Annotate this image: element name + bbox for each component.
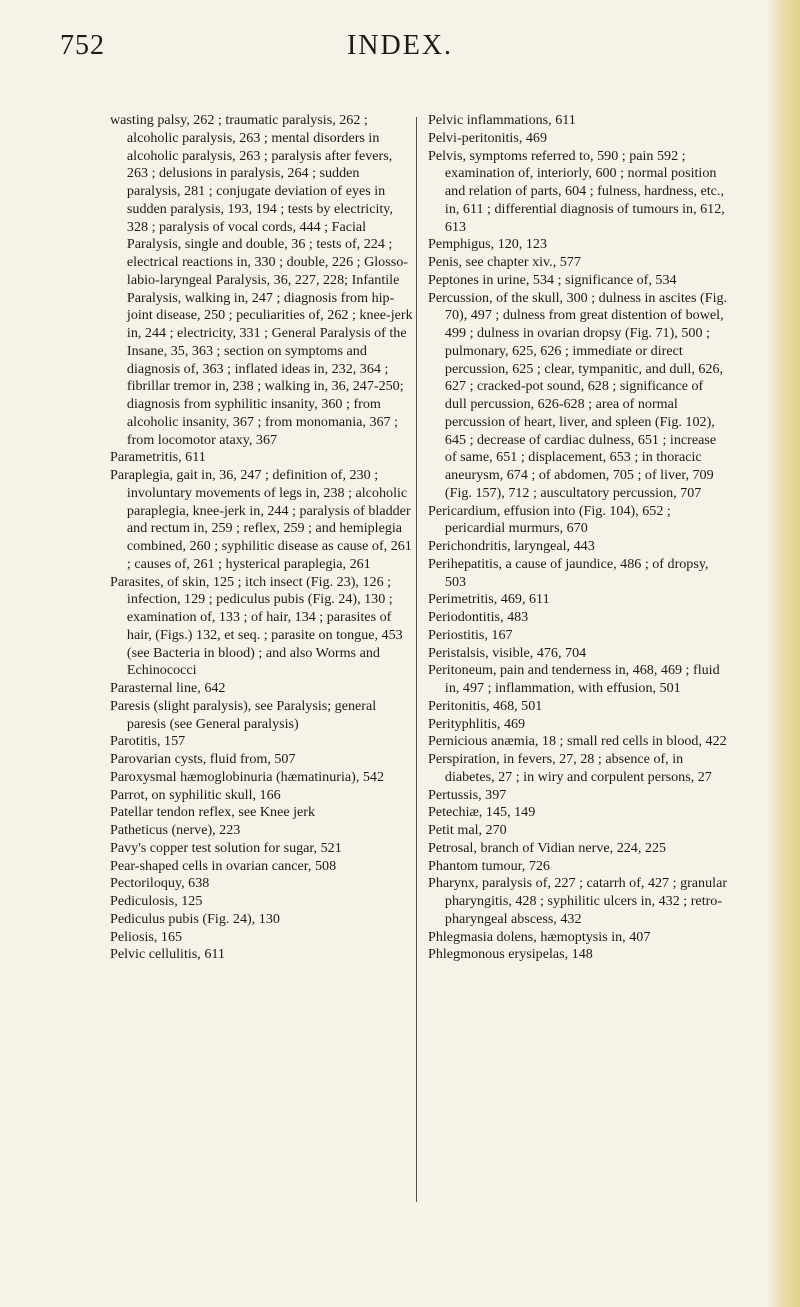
index-column-right xyxy=(428,112,728,964)
index-entry: Perihepatitis, a cause of jaundice, 486 ; of dropsy, 503 xyxy=(428,555,709,590)
index-entry: Patheticus (nerve), 223 xyxy=(110,822,241,838)
index-entry: Pelvi-peritonitis, 469 xyxy=(428,129,548,146)
index-entry: Phlegmonous erysipelas, 148 xyxy=(428,946,593,963)
page-header xyxy=(60,30,740,70)
column-divider xyxy=(416,117,417,1202)
index-entry: Pernicious anæmia, 18 ; small red cells in blood, 422 xyxy=(428,733,727,750)
index-entry: Pediculosis, 125 xyxy=(110,893,203,909)
index-column-left xyxy=(110,112,413,964)
index-entry: Pemphigus, 120, 123 xyxy=(428,236,548,253)
index-entry: Parametritis, 611 xyxy=(110,449,206,466)
index-entry: Petit mal, 270 xyxy=(428,822,507,838)
index-entry: Parrot, on syphilitic skull, 166 xyxy=(110,786,281,803)
index-entry: Perichondritis, laryngeal, 443 xyxy=(428,538,595,554)
index-entry: wasting palsy, 262 ; traumatic paralysis, 262 ; alcoholic paralysis, 263 ; mental disorders in alcoholic paralysis, 263 ; paralysis after fevers, 263 ; delusions in paralysis, 264 ; sudden paralysis, 281 ; conjugate deviation of eyes in sudden paralysis, 193, 194 ; tests by electricity, 328 ; paralysis of vocal cords, 444 ; Facial Paralysis, single and double, 36 ; tests of, 224 ; electrical reactions in, 330 ; double, 226 ; Glosso-labio-laryngeal Paralysis, 36, 227, 228; Infantile Paralysis, walking in, 247 ; diagnosis from hip-joint disease, 250 ; peculiarities of, 262 ; knee-jerk in, 244 ; electricity, 331 ; General Paralysis of the Insane, 35, 363 ; section on symptoms and diagnosis of, 363 ; inflated ideas in, 232, 364 ; fibrillar tremor in, 238 ; walking in, 36, 247-250; diagnosis from syphilitic insanity, 360 ; from alcoholic insanity, 367 ; from monomania, 367 ; from locomotor ataxy, 367 xyxy=(110,112,413,448)
index-entry: Patellar tendon reflex, see Knee jerk xyxy=(110,804,316,821)
index-entry: Penis, see chapter xiv., 577 xyxy=(428,254,581,270)
index-entry: Pelvic cellulitis, 611 xyxy=(110,946,225,963)
index-entry: Peritonitis, 468, 501 xyxy=(428,697,543,714)
index-entry: Perimetritis, 469, 611 xyxy=(428,591,550,608)
index-entry: Parovarian cysts, fluid from, 507 xyxy=(110,751,296,767)
index-entry: Parotitis, 157 xyxy=(110,733,186,750)
index-entry: Phantom tumour, 726 xyxy=(428,857,550,874)
index-entry: Pear-shaped cells in ovarian cancer, 508 xyxy=(110,857,337,874)
index-entry: Paraplegia, gait in, 36, 247 ; definition of, 230 ; involuntary movements of legs in, 238 ; alcoholic paraplegia, knee-jerk in, 244 ; paralysis of bladder and rectum in, 259 ; reflex, 259 ; and hemiplegia combined, 260 ; syphilitic disease as cause of, 261 ; causes of, 261 ; hysterical paraplegia, 261 xyxy=(110,467,412,572)
page-number: 752 xyxy=(60,30,105,61)
index-entry: Perityphlitis, 469 xyxy=(428,715,526,732)
index-entry: Peritoneum, pain and tenderness in, 468, 469 ; fluid in, 497 ; inflammation, with effusion, 501 xyxy=(428,662,720,696)
index-entry: Phlegmasia dolens, hæmoptysis in, 407 xyxy=(428,928,651,945)
index-entry: Pectoriloquy, 638 xyxy=(110,875,210,892)
index-entry: Periostitis, 167 xyxy=(428,626,513,643)
index-entry: Parasites, of skin, 125 ; itch insect (Fig. 23), 126 ; infection, 129 ; pediculus pubis (Fig. 24), 130 ; examination of, 133 ; of hair, 134 ; parasites of hair, (Figs.) 132, et seq. ; parasite on tongue, 453 (see Bacteria in blood) ; and also Worms and Echinococci xyxy=(110,573,403,679)
index-entry: Percussion, of the skull, 300 ; dulness in ascites (Fig. 70), 497 ; dulness from great distention of bowel, 499 ; dulness in ovarian dropsy (Fig. 71), 500 ; pulmonary, 625, 626 ; immediate or direct percussion, 625 ; clear, tympanitic, and dull, 626, 627 ; cracked-pot sound, 628 ; significance of dull percussion, 626-628 ; area of normal percussion of heart, liver, and spleen (Fig. 102), 645 ; decrease of cardiac dulness, 651 ; increase of same, 651 ; displacement, 653 ; in thoracic aneurysm, 674 ; of abdomen, 705 ; of liver, 709 (Fig. 157), 712 ; auscultatory percussion, 707 xyxy=(428,289,728,501)
index-entry: Parasternal line, 642 xyxy=(110,680,226,696)
index-entry: Pelvic inflammations, 611 xyxy=(428,112,576,128)
index-entry: Paroxysmal hæmoglobinuria (hæmatinuria), 542 xyxy=(110,768,385,785)
index-entry: Peliosis, 165 xyxy=(110,928,183,945)
index-entry: Pelvis, symptoms referred to, 590 ; pain 592 ; examination of, interiorly, 600 ; normal position and relation of parts, 604 ; fulness, hardness, etc., in, 611 ; differential diagnosis of tumours in, 612, 613 xyxy=(428,147,725,235)
running-head: INDEX. xyxy=(346,30,454,61)
index-entry: Pediculus pubis (Fig. 24), 130 xyxy=(110,910,280,927)
index-entry: Paresis (slight paralysis), see Paralysis; general paresis (see General paralysis) xyxy=(110,697,377,732)
index-entry: Petechiæ, 145, 149 xyxy=(428,804,536,821)
index-entry: Pavy's copper test solution for sugar, 521 xyxy=(110,839,342,856)
page-edge-discoloration xyxy=(766,0,800,1307)
index-entry: Pharynx, paralysis of, 227 ; catarrh of, 427 ; granular pharyngitis, 428 ; syphilitic ulcers in, 432 ; retro-pharyngeal abscess, 432 xyxy=(428,875,728,927)
index-entry: Perspiration, in fevers, 27, 28 ; absence of, in diabetes, 27 ; in wiry and corpulent persons, 27 xyxy=(428,751,712,785)
index-entry: Pericardium, effusion into (Fig. 104), 652 ; pericardial murmurs, 670 xyxy=(428,502,671,537)
index-entry: Peptones in urine, 534 ; significance of, 534 xyxy=(428,271,677,288)
index-entry: Petrosal, branch of Vidian nerve, 224, 225 xyxy=(428,839,667,856)
index-entry: Peristalsis, visible, 476, 704 xyxy=(428,644,587,661)
index-entry: Pertussis, 397 xyxy=(428,786,507,803)
index-entry: Periodontitis, 483 xyxy=(428,609,529,625)
